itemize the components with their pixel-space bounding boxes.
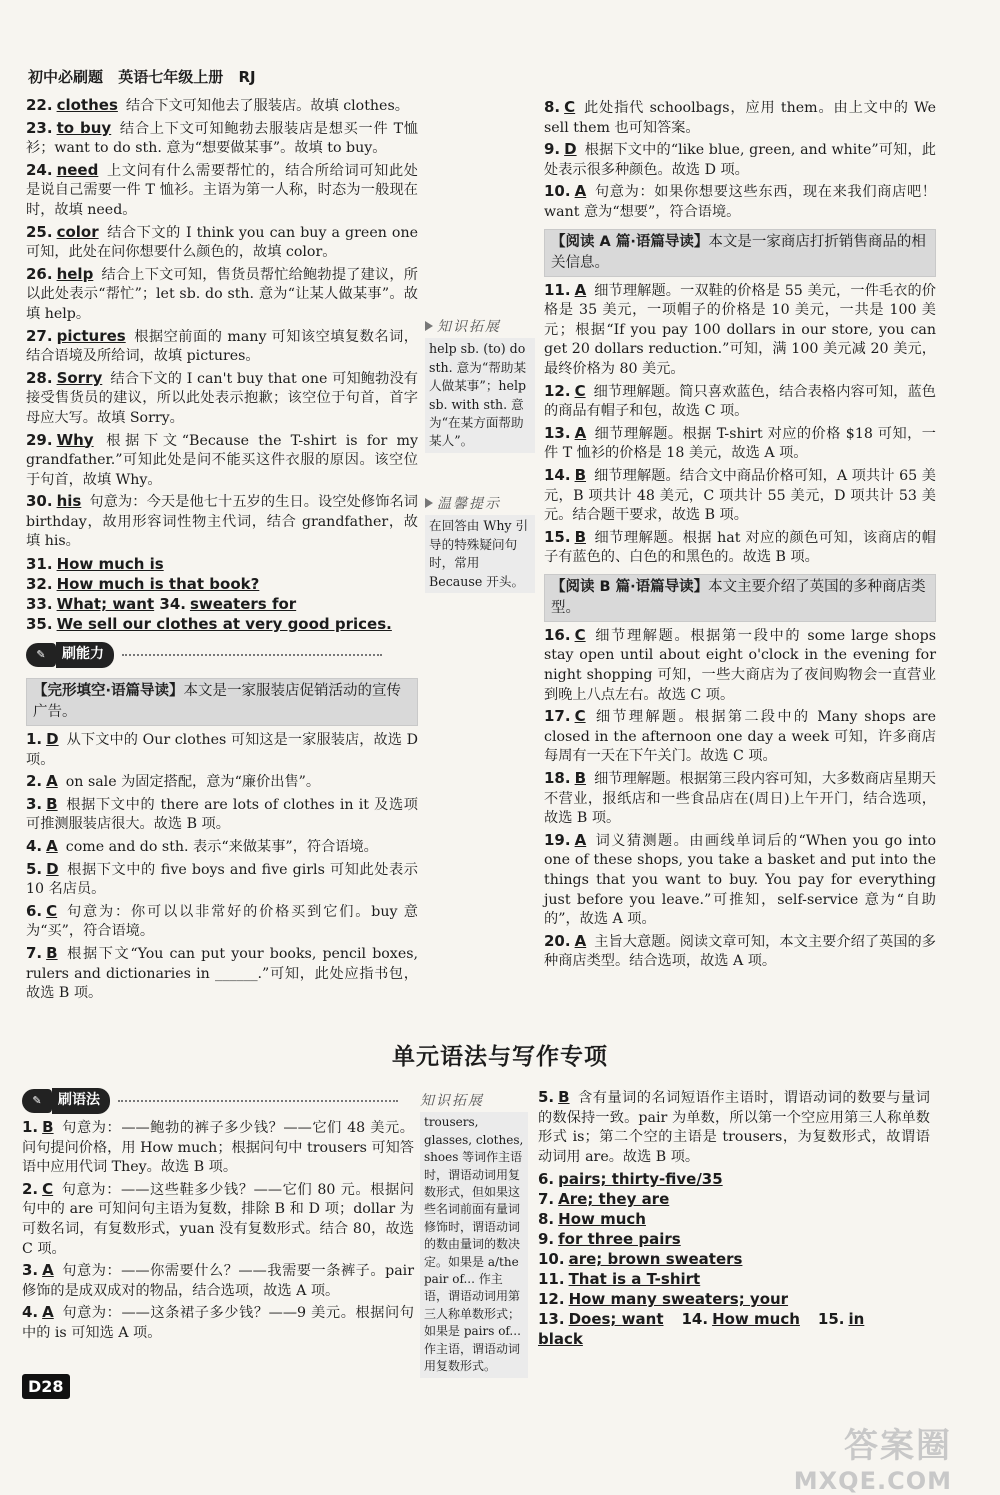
item-answer: for three pairs	[558, 1230, 681, 1249]
item-answer: A	[574, 182, 587, 201]
answer-item	[26, 327, 418, 367]
answer-item	[26, 161, 418, 221]
item-explanation: 细节理解题。简只喜欢蓝色，结合表格内容可知，蓝色的商品有帽子和包，故选 C 项。	[544, 383, 936, 420]
answer-item	[26, 730, 418, 770]
item-answer: A	[574, 931, 587, 950]
item-explanation: 句意为：如果你想要这些东西，现在来我们商店吧！want 意为“想要”，符合语境。	[544, 184, 936, 220]
item-number: 15.	[544, 527, 571, 546]
item-answer: help	[56, 264, 94, 283]
item-answer: C	[564, 98, 576, 116]
fill-answer-line	[538, 1289, 930, 1309]
answer-item	[26, 96, 418, 117]
item-number: 3.	[22, 1261, 39, 1280]
item-number: 1.	[22, 1118, 39, 1136]
item-number: 26.	[26, 264, 53, 283]
item-number: 9.	[544, 140, 561, 159]
item-answer: C	[574, 381, 586, 400]
fill-answer-line	[538, 1209, 930, 1229]
answer-item	[26, 772, 418, 793]
item-answer: Why	[56, 430, 94, 449]
fill-answer-line	[26, 594, 418, 614]
item-answer: are; brown sweaters	[568, 1250, 743, 1269]
fill-answer-line	[538, 1169, 930, 1189]
answer-item	[26, 837, 418, 858]
side-note-title: 知识拓展	[420, 1093, 484, 1109]
item-answer: How many sweaters; your	[568, 1290, 789, 1309]
item-number: 2.	[22, 1179, 39, 1198]
reading-a-guide-box	[544, 229, 936, 277]
item-explanation: 上文问有什么需要帮忙的，结合所给词可知此处是说自己需要一件 T 恤衫。主语为第一人称，时态为一般现在时，故填 need。	[26, 162, 418, 218]
item-number: 5.	[538, 1088, 555, 1106]
answer-item	[544, 769, 936, 829]
page-number: D28	[22, 1374, 70, 1399]
side-note-text: help sb. (to) do sth. 意为“帮助某人做某事”；help sb. with sth. 意为“在某方面帮助某人”。	[425, 338, 535, 452]
item-answer: sweaters for	[189, 595, 297, 614]
arrow-icon	[425, 498, 433, 508]
item-explanation: come and do sth. 表示“来做某事”，符合语境。	[65, 839, 378, 856]
side-note-tip	[425, 495, 535, 593]
item-explanation: 结合下文的 I think you can buy a green one 可知，此处在问你想要什么颜色的，故填 color。	[26, 224, 418, 261]
fill-answer-line	[538, 1249, 930, 1269]
item-number: 32.	[26, 575, 53, 594]
item-answer: A	[574, 830, 587, 849]
item-explanation: 细节理解题。根据 hat 对应的颜色可知，该商店的帽子有蓝色的、白色的和黑色的。故选 B 项。	[544, 529, 936, 566]
item-answer: his	[56, 492, 82, 511]
watermark-line-2: MXQE.COM	[793, 1467, 952, 1495]
fill-answer-line	[26, 554, 418, 574]
item-number: 25.	[26, 222, 53, 241]
grammar-fill-answers	[538, 1169, 930, 1309]
fill-answer-line	[538, 1269, 930, 1289]
item-answer: B	[46, 944, 58, 962]
side-note-text: trousers, glasses, clothes, shoes 等词作主语时，谓语动词用复数形式，但如果这些名词前面有量词修饰时，谓语动词的数由量词的数决定。如果是 a/the pair of... 作主语，谓语动词用第三人称单数形式；如果是 pairs of... 作主语，谓语动词用复数形式。	[420, 1112, 528, 1377]
item-number: 29.	[26, 430, 53, 449]
item-number: 5.	[26, 859, 43, 878]
left-column	[26, 96, 418, 1006]
item-answer: C	[46, 901, 58, 920]
section-title: 单元语法与写作专项	[392, 1044, 608, 1070]
item-number: 16.	[544, 625, 571, 644]
page-header	[28, 66, 266, 87]
grammar-item-5	[538, 1088, 930, 1167]
item-explanation: 细节理解题。一双鞋的价格是 55 美元，一件毛衣的价格是 35 美元，一项帽子的价格是 10 美元，一共是 100 美元；根据“If you pay 100 dollars in our store, you can get 20 dollars reduction.”可知，满 100 美元减 20 美元，最终价格为 80 美元。	[544, 282, 936, 377]
item-answer: B	[574, 465, 587, 484]
item-number: 27.	[26, 326, 53, 345]
item-explanation: 句意为：——你需要什么？——我需要一条裤子。pair 修饰的是成双成对的物品，结合选项，故选 A 项。	[22, 1263, 414, 1299]
reading-a-answer-list	[544, 281, 936, 568]
answer-item	[22, 1118, 414, 1178]
item-explanation: 句意为：——鲍勃的裤子多少钱？——它们 48 美元。问句提问价格，用 How much；根据问句中 trousers 可知答语中应用代词 They。故选 B 项。	[22, 1120, 414, 1176]
edition: RJ	[238, 68, 256, 86]
item-number: 24.	[26, 160, 53, 179]
item-answer: We sell our clothes at very good prices.	[56, 615, 392, 634]
item-answer: pictures	[56, 326, 126, 345]
answer-item	[26, 223, 418, 263]
item-number: 14.	[681, 1310, 709, 1329]
cloze-answer-list-2	[544, 98, 936, 223]
item-number: 9.	[538, 1230, 555, 1249]
item-number: 7.	[538, 1190, 555, 1209]
item-explanation: 结合下文可知他去了服装店。故填 clothes。	[125, 98, 409, 114]
item-number: 19.	[544, 830, 571, 849]
answer-item	[544, 932, 936, 972]
answer-item	[22, 1180, 414, 1259]
item-number: 4.	[22, 1303, 39, 1322]
item-number: 11.	[538, 1270, 565, 1289]
side-note-text: 在回答由 Why 引导的特殊疑问句时，常用 Because 开头。	[425, 515, 535, 593]
item-explanation: 主旨大意题。阅读文章可知，本文主要介绍了英国的多种商店类型。结合选项，故选 A 项。	[544, 933, 936, 970]
item-answer: How much	[558, 1210, 646, 1229]
item-answer: D	[46, 859, 59, 878]
item-number: 4.	[26, 837, 43, 856]
item-answer: A	[42, 1303, 54, 1322]
item-number: 22.	[26, 96, 53, 114]
item-answer: need	[56, 160, 99, 179]
badge-label: 刷语法	[52, 1088, 110, 1114]
side-note-knowledge	[425, 318, 535, 453]
item-number: 33.	[26, 595, 53, 614]
item-answer: What; want	[56, 595, 155, 614]
item-explanation: 从下文中的 Our clothes 可知这是一家服装店，故选 D 项。	[26, 732, 418, 768]
item-explanation: 句意为：今天是他七十五岁的生日。设空处修饰名词 birthday，故用形容词性物主代词，结合 grandfather，故填 his。	[26, 494, 418, 550]
item-answer: clothes	[56, 96, 118, 114]
arrow-icon	[425, 321, 433, 331]
answer-item	[544, 466, 936, 526]
item-number: 23.	[26, 118, 53, 137]
answer-item	[544, 182, 936, 222]
item-answer: B	[42, 1118, 54, 1136]
answer-item	[544, 528, 936, 568]
item-explanation: 细节理解题。根据第二段中的 Many shops are closed in the afternoon one day a week 可知，许多商店每周有一天在下午关门。故选 C 项。	[544, 709, 936, 765]
item-number: 6.	[26, 901, 43, 920]
item-number: 17.	[544, 707, 571, 726]
item-answer: B	[574, 527, 587, 546]
item-number: 34.	[159, 595, 186, 614]
cloze-guide-box	[26, 678, 418, 726]
fill-answer-line	[26, 574, 418, 594]
item-explanation: 根据下文中的“like blue, green, and white”可知，此处表示很多种颜色。故选 D 项。	[544, 142, 936, 178]
item-explanation: 结合下文的 I can't buy that one 可知鲍勃没有接受售货员的建议，所以此处表示抱歉；该空位于句首，首字母应大写。故填 Sorry。	[26, 370, 418, 426]
item-explanation: 根据下文中的 five boys and five girls 可知此处表示 10 名店员。	[26, 861, 418, 898]
cloze-guide-label: 【完形填空·语篇导读】	[33, 683, 184, 700]
item-number: 8.	[538, 1210, 555, 1229]
item-number: 31.	[26, 555, 53, 574]
item-answer: B	[46, 794, 58, 813]
answer-item	[544, 424, 936, 464]
item-number: 14.	[544, 465, 571, 484]
answer-item	[22, 1303, 414, 1343]
item-number: 35.	[26, 615, 53, 634]
answer-item	[544, 382, 936, 422]
answer-item	[544, 831, 936, 930]
item-number: 2.	[26, 772, 43, 791]
reading-b-label: 【阅读 B 篇·语篇导读】	[551, 578, 709, 595]
item-explanation: 根据下文“Because the T-shirt is for my grandfather.”可知此处是问不能买这件衣服的原因。该空位于句首，故填 Why。	[26, 432, 418, 488]
item-number: 13.	[544, 423, 571, 442]
item-answer: B	[558, 1088, 570, 1106]
answer-item	[26, 795, 418, 835]
item-number: 15.	[817, 1310, 845, 1329]
item-explanation: 结合上下文可知，售货员帮忙给鲍勃提了建议，所以此处表示“帮忙”；let sb. do sth. 意为“让某人做某事”。故填 help。	[26, 266, 418, 322]
item-number: 8.	[544, 98, 561, 116]
item-answer: A	[42, 1261, 54, 1280]
item-number: 18.	[544, 769, 571, 788]
item-number: 1.	[26, 730, 43, 749]
section-badge-ability	[26, 642, 382, 668]
item-explanation: 细节理解题。根据第一段中的 some large shops stay open until about eight o'clock in the evening for night shopping 可知，一些大商店为了夜间购物会一直营业到晚上八点左右。故选 C 项。	[544, 627, 936, 703]
answer-item	[26, 265, 418, 325]
item-answer: A	[574, 423, 587, 442]
item-answer: B	[574, 769, 587, 788]
cloze-answer-list	[26, 730, 418, 1004]
grammar-last-answers	[538, 1309, 930, 1349]
item-explanation: 含有量词的名词短语作主语时，谓语动词的数要与量词的数保持一致。pair 为单数，所以第一个空应用第三人称单数形式 is；第二个空的主语是 trousers，为复数形式，故谓语动词用 are。故选 B 项。	[538, 1090, 930, 1165]
answer-item	[26, 902, 418, 942]
answer-item	[26, 492, 418, 552]
grammar-right-column	[538, 1088, 930, 1349]
item-number: 6.	[538, 1170, 555, 1189]
answer-item	[26, 860, 418, 900]
grammar-left-column	[22, 1088, 414, 1346]
item-explanation: on sale 为固定搭配，意为“廉价出售”。	[65, 774, 321, 791]
answer-item	[26, 944, 418, 1004]
reading-b-guide-box	[544, 574, 936, 622]
left-answer-list	[26, 96, 418, 552]
item-answer: How much	[712, 1310, 800, 1329]
item-number: 13.	[538, 1310, 565, 1329]
answer-item	[22, 1261, 414, 1301]
right-column	[544, 98, 936, 974]
item-explanation: 句意为：——这些鞋多少钱？——它们 80 元。根据问句中的 are 可知问句主语为复数，排除 B 和 D 项；dollar 为可数名词，有复数形式，yuan 没有复数形式。结合 80，故选 C 项。	[22, 1181, 414, 1257]
reading-a-text: 本文是一家商店打折销售商品的相关信息。	[551, 233, 926, 271]
item-answer: Are; they are	[558, 1190, 670, 1209]
answer-item	[26, 431, 418, 491]
item-number: 12.	[544, 381, 571, 400]
item-explanation: 结合上下文可知鲍勃去服装店是想买一件 T恤衫；want to do sth. 意为“想要做某事”。故填 to buy。	[26, 120, 418, 157]
item-number: 10.	[538, 1250, 565, 1269]
answer-item	[544, 626, 936, 705]
item-explanation: 根据下文“You can put your books, pencil boxes, rulers and dictionaries in ______.”可知，此处应指书包，故选 B 项。	[26, 946, 418, 1002]
item-number: 28.	[26, 368, 53, 387]
item-answer: C	[574, 625, 586, 644]
item-answer: in black	[538, 1310, 865, 1349]
item-explanation: 句意为：——这条裙子多少钱？——9 美元。根据问句中的 is 可知选 A 项。	[22, 1305, 414, 1341]
item-answer: How much is that book?	[56, 575, 260, 594]
item-number: 10.	[544, 182, 571, 201]
item-explanation: 细节理解题。根据 T-shirt 对应的价格 $18 可知，一件 T 恤衫的价格是 18 美元，故选 A 项。	[544, 425, 936, 462]
item-answer: How much is	[56, 555, 164, 574]
item-answer: A	[46, 837, 58, 856]
item-answer: D	[46, 730, 59, 749]
side-note-title: 知识拓展	[437, 319, 501, 335]
watermark-logo	[794, 1418, 952, 1495]
item-answer: color	[56, 222, 99, 241]
answer-item	[26, 369, 418, 429]
item-answer: C	[42, 1179, 54, 1198]
item-number: 20.	[544, 931, 571, 950]
fill-answer-line	[538, 1189, 930, 1209]
dotted-divider	[122, 654, 382, 656]
answer-item	[544, 98, 936, 138]
item-answer: C	[574, 707, 586, 726]
item-explanation: 此处指代 schoolbags，应用 them。由上文中的 We sell them 也可知答案。	[544, 100, 936, 136]
item-answer: Does; want	[568, 1310, 664, 1329]
side-note-title: 温馨提示	[437, 496, 501, 512]
item-answer: A	[46, 772, 58, 791]
item-number: 30.	[26, 492, 53, 511]
item-answer: to buy	[56, 118, 112, 137]
subject-name: 英语七年级上册	[118, 68, 224, 86]
item-answer: A	[574, 280, 587, 299]
item-number: 3.	[26, 794, 43, 813]
series-name: 初中必刷题	[28, 68, 104, 86]
side-note-grammar	[420, 1092, 528, 1378]
left-full-answers	[26, 554, 418, 634]
reading-b-text: 本文主要介绍了英国的多种商店类型。	[551, 578, 926, 616]
item-explanation: 根据空前面的 many 可知该空填复数名词，结合语境及所给词，故填 pictures。	[26, 328, 418, 365]
item-explanation: 根据下文中的 there are lots of clothes in it 及选项可推测服装店很大。故选 B 项。	[26, 796, 418, 833]
dotted-divider	[118, 1100, 398, 1102]
item-explanation: 细节理解题。结合文中商品价格可知，A 项共计 65 美元，B 项共计 48 美元，C 项共计 55 美元，D 项共计 53 美元。结合题干要求，故选 B 项。	[544, 467, 936, 524]
pen-icon: ✎	[22, 1089, 52, 1113]
answer-item	[26, 119, 418, 159]
item-explanation: 细节理解题。根据第三段内容可知，大多数商店星期天不营业，报纸店和一些食品店在(周日)上午开门，结合选项，故选 B 项。	[544, 771, 936, 827]
grammar-answer-list	[22, 1118, 414, 1344]
reading-b-answer-list	[544, 626, 936, 972]
answer-item	[544, 707, 936, 767]
fill-answer-line	[26, 614, 418, 634]
answer-item	[544, 140, 936, 180]
cloze-guide-text: 本文是一家服装店促销活动的宣传广告。	[33, 683, 402, 721]
item-explanation: 词义猜测题。由画线单词后的“When you go into one of these shops, you take a basket and put into the things that you want to buy. You pay for everything just before you leave.”可推知，self-service 意为“自助的”，故选 A 项。	[544, 832, 936, 928]
item-number: 11.	[544, 280, 571, 299]
answer-item	[544, 281, 936, 380]
item-answer: D	[564, 140, 577, 159]
item-answer: Sorry	[56, 368, 103, 387]
item-answer: That is a T-shirt	[568, 1270, 701, 1289]
section-badge-grammar	[22, 1088, 398, 1114]
item-number: 12.	[538, 1290, 565, 1309]
item-number: 7.	[26, 944, 43, 962]
pen-icon: ✎	[26, 643, 56, 667]
watermark-line-1: 答案圈	[844, 1426, 952, 1466]
item-answer: pairs; thirty-five/35	[558, 1170, 723, 1189]
fill-answer-line	[538, 1229, 930, 1249]
item-explanation: 句意为：你可以以非常好的价格买到它们。buy 意为“买”，符合语境。	[26, 903, 418, 940]
reading-a-label: 【阅读 A 篇·语篇导读】	[551, 233, 709, 250]
badge-label: 刷能力	[56, 642, 114, 668]
